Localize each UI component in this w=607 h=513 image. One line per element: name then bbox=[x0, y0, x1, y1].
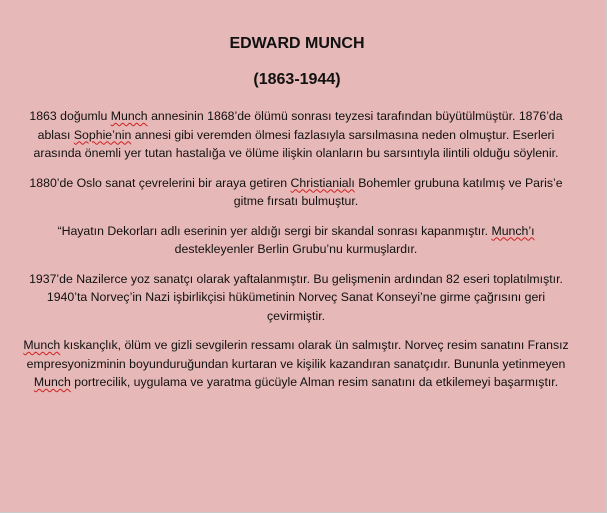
paragraph-text: 1880’de Oslo sanat çevrelerini bir araya getiren bbox=[29, 175, 291, 190]
paragraph-text: portrecilik, uygulama ve yaratma gücüyle Alman resim sanatını da etkilemeyi başarmıştır. bbox=[70, 375, 559, 389]
paragraph-legacy bbox=[22, 336, 570, 392]
paragraph-text: Bohemler grubuna katılmış ve Paris’e gitme fırsatı bulmuştur. bbox=[233, 175, 563, 208]
paragraph-text: annesinin 1868’de ölümü sonrası teyzesi tarafından büyütülmüştür. 1876’da ablası bbox=[37, 109, 563, 142]
spellcheck-flagged-word: Sophie’nin bbox=[73, 127, 132, 142]
document-title: EDWARD MUNCH bbox=[229, 35, 365, 52]
paragraph-childhood bbox=[22, 107, 570, 163]
spellcheck-flagged-word: Christianialı bbox=[290, 175, 355, 190]
paragraph-text: kıskançlık, ölüm ve gizli sevgilerin ressamı olarak ün salmıştır. Norveç resim sanatını Fransız empresyonizminin boyunduruğundan kurtaran ve kişilik kazandıran sanatçıdır. Bununla yetinmeyen bbox=[26, 338, 569, 371]
spellcheck-flagged-word: Munch bbox=[33, 375, 71, 389]
document-years: (1863-1944) bbox=[253, 71, 341, 88]
spellcheck-flagged-word: Munch’ı bbox=[491, 223, 535, 238]
spellcheck-flagged-word: Munch bbox=[110, 109, 148, 123]
document-body bbox=[22, 107, 570, 403]
paragraph-text: 1863 doğumlu bbox=[29, 109, 111, 123]
paragraph-oslo-bohemians bbox=[22, 174, 570, 211]
paragraph-exhibition-scandal bbox=[22, 222, 570, 259]
paragraph-text: destekleyenler Berlin Grubu’nu kurmuşlardır. bbox=[174, 242, 418, 256]
paragraph-nazi-era bbox=[22, 270, 570, 326]
paragraph-text: “Hayatın Dekorları adlı eserinin yer aldığı sergi bir skandal sonrası kapanmıştır. bbox=[57, 223, 492, 238]
paragraph-text: 1937’de Nazilerce yoz sanatçı olarak yaftalanmıştır. Bu gelişmenin ardından 82 eseri toplatılmıştır. 1940’ta Norveç’in Nazi işbirlikçisi hükümetinin Norveç Sanat Konseyi’ne girme çağrısını geri çevirmiştir. bbox=[29, 271, 563, 323]
spellcheck-flagged-word: Munch bbox=[23, 338, 61, 352]
paragraph-text: annesi gibi veremden ölmesi fazlasıyla sarsılmasına neden olmuştur. Eserleri arasında önemli yer tutan hastalığa ve ölüme ilişkin olanların bu sarsıntıyla ilintili olduğu söylenir. bbox=[33, 127, 559, 160]
